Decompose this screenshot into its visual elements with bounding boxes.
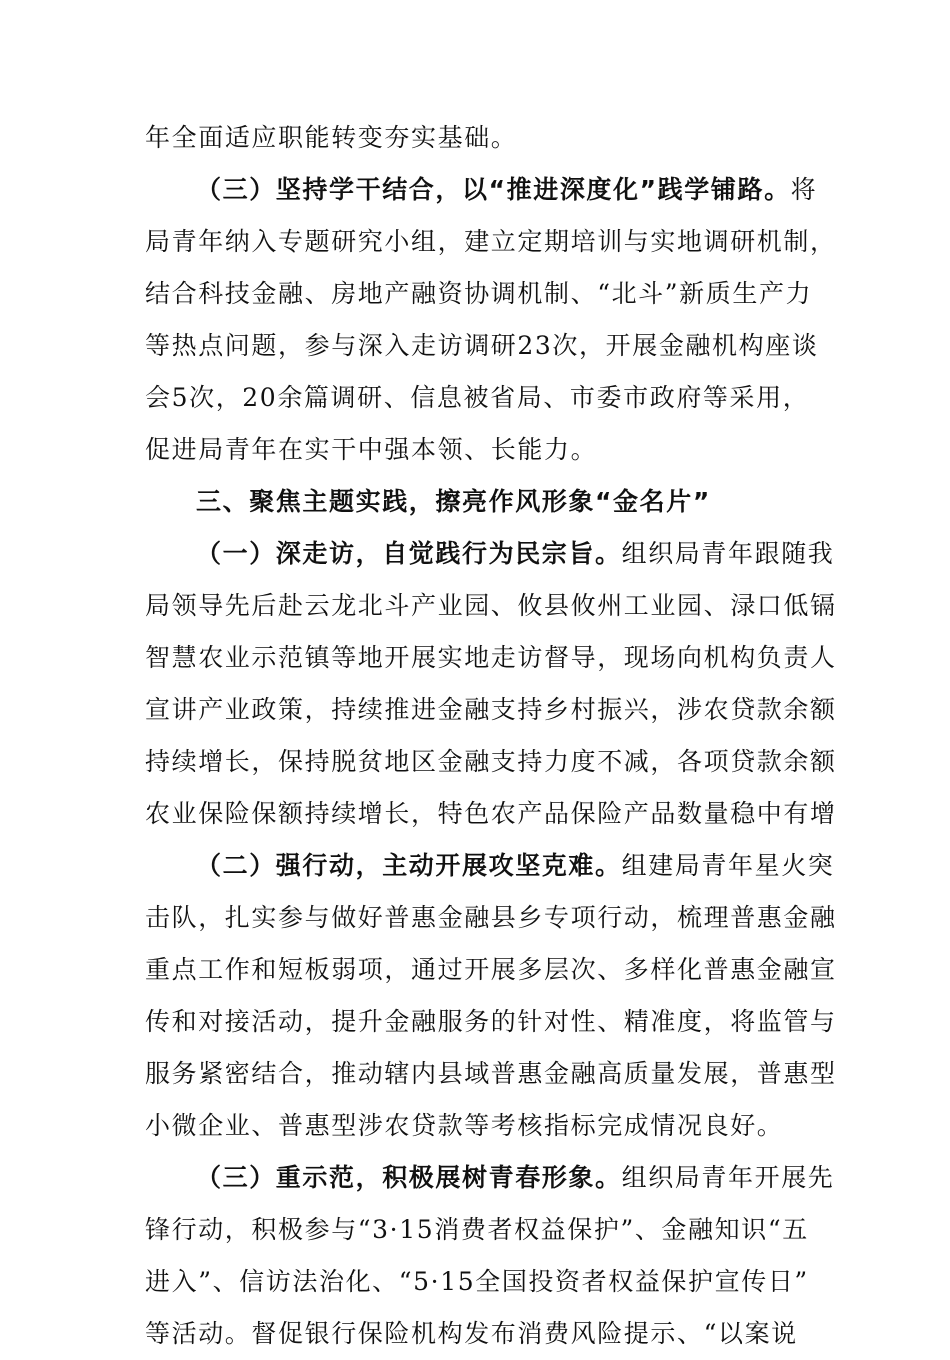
paragraph-line: 传和对接活动，提升金融服务的针对性、精准度，将监管与 <box>145 1007 837 1036</box>
paragraph-line: 等活动。督促银行保险机构发布消费风险提示、“以案说 <box>145 1319 798 1348</box>
paragraph-line: （二）强行动，主动开展攻坚克难。组建局青年星火突 <box>196 851 835 880</box>
paragraph-line: 局青年纳入专题研究小组，建立定期培训与实地调研机制， <box>145 227 837 256</box>
paragraph-line: 等热点问题，参与深入走访调研23次，开展金融机构座谈 <box>145 331 819 360</box>
paragraph-line: 进入”、信访法治化、“5·15全国投资者权益保护宣传日” <box>145 1267 809 1296</box>
paragraph-line: 重点工作和短板弱项，通过开展多层次、多样化普惠金融宣 <box>145 955 837 984</box>
paragraph-line: 小微企业、普惠型涉农贷款等考核指标完成情况良好。 <box>145 1111 784 1140</box>
paragraph-line: 局领导先后赴云龙北斗产业园、攸县攸州工业园、渌口低镉 <box>145 591 837 620</box>
paragraph-line: 持续增长，保持脱贫地区金融支持力度不减，各项贷款余额 <box>145 747 837 776</box>
paragraph-lead: （一）深走访，自觉践行为民宗旨。 <box>196 539 622 568</box>
paragraph-lead: （三）坚持学干结合，以“推进深度化”践学铺路。 <box>196 175 791 204</box>
paragraph-line: 年全面适应职能转变夯实基础。 <box>145 123 518 152</box>
paragraph-line: 智慧农业示范镇等地开展实地走访督导，现场向机构负责人 <box>145 643 837 672</box>
paragraph-line: 会5次，20余篇调研、信息被省局、市委市政府等采用， <box>145 383 810 412</box>
paragraph-line: 结合科技金融、房地产融资协调机制、“北斗”新质生产力 <box>145 279 813 308</box>
paragraph-line: 击队，扎实参与做好普惠金融县乡专项行动，梳理普惠金融 <box>145 903 837 932</box>
paragraph-line: 促进局青年在实干中强本领、长能力。 <box>145 435 598 464</box>
section-heading: 三、聚焦主题实践，擦亮作风形象“金名片” <box>196 487 711 516</box>
paragraph-line: （一）深走访，自觉践行为民宗旨。组织局青年跟随我 <box>196 539 835 568</box>
paragraph-line: （三）重示范，积极展树青春形象。组织局青年开展先 <box>196 1163 835 1192</box>
paragraph-line: 农业保险保额持续增长，特色农产品保险产品数量稳中有增 <box>145 799 837 828</box>
paragraph-lead: （三）重示范，积极展树青春形象。 <box>196 1163 622 1192</box>
paragraph-line: 服务紧密结合，推动辖内县域普惠金融高质量发展，普惠型 <box>145 1059 837 1088</box>
paragraph-line: 宣讲产业政策，持续推进金融支持乡村振兴，涉农贷款余额 <box>145 695 837 724</box>
paragraph-line: （三）坚持学干结合，以“推进深度化”践学铺路。将 <box>196 175 818 204</box>
paragraph-line: 锋行动，积极参与“3·15消费者权益保护”、金融知识“五 <box>145 1215 809 1244</box>
paragraph-lead: （二）强行动，主动开展攻坚克难。 <box>196 851 622 880</box>
